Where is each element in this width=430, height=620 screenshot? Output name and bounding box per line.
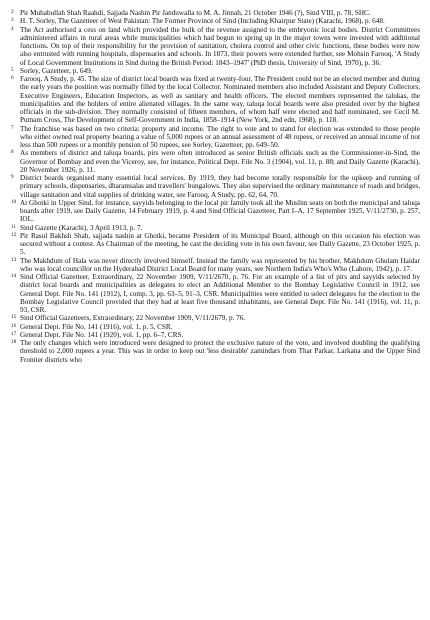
footnote-number: 7 (11, 124, 14, 131)
footnote-number: 14 (11, 273, 17, 279)
footnote (11, 257, 420, 274)
footnote (11, 26, 420, 67)
footnote-number: 11 (11, 223, 16, 230)
footnote-text: Sind Gazette (Karachi), 3 April 1913, p. 7. (20, 223, 143, 232)
footnote-text: Pir Muhabullah Shah Raahdi, Sajjada Nashin Pir Janduwalla to M. A. Jinnah, 21 October 1946 (?), Sind VIII, p. 78, SHC. (20, 9, 371, 17)
footnote (11, 323, 420, 331)
footnote-number: 15 (11, 314, 17, 321)
footnote-text: The Act authorised a cess on land which provided the bulk of the revenue assigned to the embryonic local bodies. District Committees administered affairs in rural areas while municipalities which had begun to spring up in the major towns were invested with additional functions. On top of their responsibility for the provision of sanitation, cholera control and other civic functions, these bodies were now also entrusted with running hospitals, dispensaries and schools. In 1873, their powers were extended further, see Mohsin Farooq, 'A Study of Local Government Institutions in Sind during the British Period: 1843–1947' (PhD thesis, University of Sind, 1970), p. 36. (20, 25, 420, 67)
footnote (11, 224, 420, 232)
footnote-text: General Dept. File No. 141 (1920), vol. 1, pp. 6–7, CRS. (20, 330, 184, 339)
footnote (11, 339, 420, 364)
footnote (11, 232, 420, 257)
footnote (11, 67, 420, 75)
footnote-text: Sorley, Gazetteer, p. 649. (20, 66, 93, 75)
footnote (11, 273, 420, 314)
footnote-number: 13 (11, 256, 17, 263)
footnote-text: Pir Rasul Bakhsh Shah, sajjada nashin at Ghotki, became President of its Municipal Board, although on this occasion his election was secured without a contest. As Chairman of the meeting, he cast the deciding vote in his own favour, see Daily Gazette, 23 October 1925, p. 5. (20, 231, 420, 257)
footnote-number: 6 (11, 75, 14, 81)
footnote (11, 125, 420, 150)
footnote-number: 4 (11, 25, 14, 32)
footnote-number: 9 (11, 174, 14, 180)
footnote-text: Sind Official Gazetteer, Extraordinary, 22 November 1909, V/11/2670, p. 76. For an example of a list of pirs and sayyids selected by district local boards and municipalities as delegates to elect an Additional Member to the Bombay Legislative Council in 1912, see General Dept. File No. 141 (1912), I, comp. 3, pp. 63–5, 91–3, CSR. Municipalities were entitled to select delegates for the election to the Bombay Legislative Council provided that they had at least five thousand inhabitants, see General Dept. File No. 141 (1916), vol. 11, p. 93, CSR. (20, 273, 420, 314)
footnote-number: 18 (11, 339, 17, 345)
footnote (11, 331, 420, 339)
footnote-number: 12 (11, 231, 17, 238)
footnote-text: The franchise was based on two criteria: property and income. The right to vote and to stand for election was extended to those people who either owned real property bearing a value of 5,000 rupees or an annual assessment of 48 rupees, or received an annual income of not less than 500 rupees or a monthly pension of 50 rupees, see Sorley, Gazetteer, pp. 649–50. (20, 124, 420, 149)
footnote-text: H. T. Sorley, The Gazetteer of West Pakistan: The Former Province of Sind (Including Khairpur State) (Karachi, 1968), p. 648. (20, 17, 385, 26)
footnote (11, 149, 420, 174)
footnote-text: At Ghotki in Upper Sind, for instance, sayyids belonging to the local pir family took all the Muslim seats on both the municipal and taluqa boards after 1919, see Daily Gazette, 14 February 1919, p. 4 and Sind Official Gazetteer, Part I–A, 17 September 1925, V/11/2730, p. 257, IOL. (20, 198, 420, 224)
footnote-number: 5 (11, 66, 14, 73)
footnote (11, 199, 420, 224)
footnote-text: The Makhdum of Hala was never directly involved himself. Instead the family was represented by his brother, Makhdum Ghulam Haidar who was local councillor on the Hyderabad District Local Board for many years, see Northern India's Who's Who (Lahore, 1942), p. 17. (20, 256, 420, 273)
footnote-number: 10 (11, 198, 17, 205)
footnote-number: 2 (11, 9, 14, 15)
footnote (11, 174, 420, 199)
footnote-text: The only changes which were introduced were designed to protect the exclusive nature of the vote, and involved doubling the qualifying threshold to 2,000 rupees a year. This was in order to keep out 'less desirable' zamindars from Thar Parkar, Larkana and the Upper Sind Frontier districts who (20, 339, 420, 364)
footnote (11, 17, 420, 25)
footnote-number: 17 (11, 330, 17, 337)
footnote (11, 75, 420, 125)
footnote-number: 3 (11, 17, 14, 24)
footnote-text: As members of district and taluqa boards, pirs were often introduced as senior British officials such as the Commissioner-in-Sind, the Governor of Bombay and even the Viceroy, see, for instance, Political Dept. File No. 3 (1904), vol. 11, p. 88; and Daily Gazette (Karachi), 20 November 1926, p. 11. (20, 149, 420, 174)
footnote (11, 9, 420, 17)
footnote-number: 16 (11, 322, 17, 329)
footnote-number: 8 (11, 149, 14, 156)
footnote-text: Sind Official Gazetteers, Extraordinary, 22 November 1909, V/11/2679, p. 76. (20, 314, 246, 323)
footnote (11, 314, 420, 322)
footnote-text: District boards organised many essential local services. By 1919, they had become totally responsible for the upkeep and running of primary schools, dispensaries, dharamsalas and travellers' bungalows. They also supervised the ordinary maintenance of roads and bridges, village sanitation and vital supplies of drinking water, see Farooq, A Study, pp. 62, 64, 70. (20, 174, 420, 199)
footnote-text: General Dept. File No. 141 (1916), vol. 1, p. 5, CSR. (20, 322, 173, 331)
footnote-text: Farooq, A Study, p. 45. The size of district local boards was fixed at twenty-four. The President could not be an elected member and during the early years the position was normally filled by the local Collector. Nominated members also included Assistant and Deputy Collectors, Executive Engineers, Education Inspectors, as well as sanitary and health officers. The elected members represented the talukas, the municipalities and the holders of entire alienated villages. In the same way, taluqa local boards were also presided over by the highest officials in the sub-division. They normally consisted of fifteen members, of whom half were elected and half nominated, see Cecil M. Putnam Cross, The Development of Self-Government in India, 1858–1914 (New York, 2nd edn, 1968), p. 118. (20, 75, 420, 125)
footnote-list (11, 9, 420, 364)
